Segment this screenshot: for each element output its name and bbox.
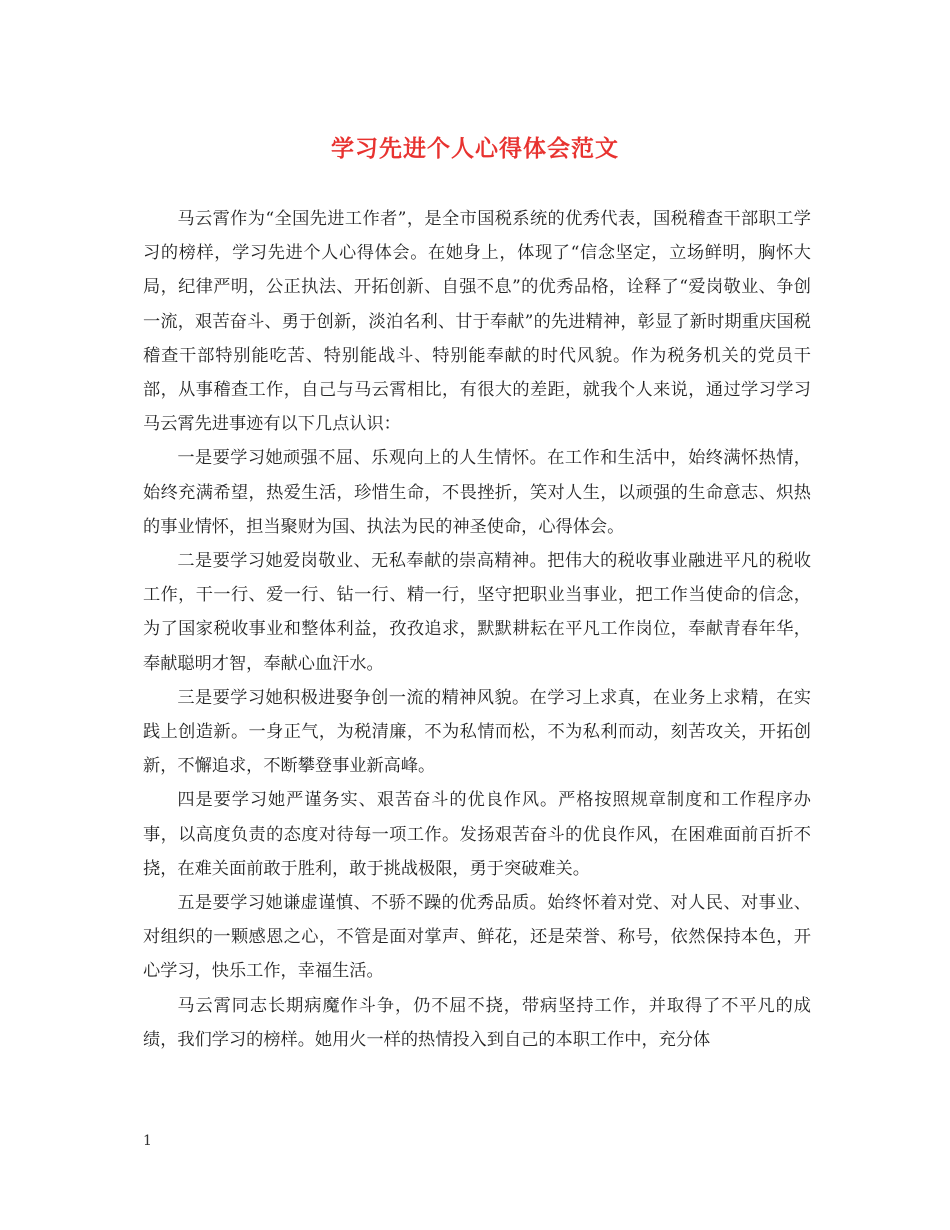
- paragraph-point-4: 四是要学习她严谨务实、艰苦奋斗的优良作风。严格按照规章制度和工作程序办事，以高度负责的态度对待每一项工作。发扬艰苦奋斗的优良作风，在困难面前百折不挠，在难关面前敢于胜利，敢于挑战极限，勇于突破难关。: [143, 790, 811, 879]
- document-body: [143, 202, 811, 1057]
- paragraph-intro: 马云霄作为“全国先进工作者”，是全市国税系统的优秀代表，国税稽查干部职工学习的榜样，学习先进个人心得体会。在她身上，体现了“信念坚定，立场鲜明，胸怀大局，纪律严明，公正执法、开拓创新、自强不息”的优秀品格，诠释了“爱岗敬业、争创一流，艰苦奋斗、勇于创新，淡泊名利、甘于奉献”的先进精神，彰显了新时期重庆国税稽查干部特别能吃苦、特别能战斗、特别能奉献的时代风貌。作为税务机关的党员干部，从事稽查工作，自己与马云霄相比，有很大的差距，就我个人来说，通过学习学习马云霄先进事迹有以下几点认识：: [143, 209, 811, 435]
- paragraph-point-3: 三是要学习她积极进娶争创一流的精神风貌。在学习上求真，在业务上求精，在实践上创造新。一身正气，为税清廉，不为私情而松，不为私利而动，刻苦攻关，开拓创新，不懈追求，不断攀登事业新高峰。: [143, 687, 811, 777]
- page-number: 1: [143, 1133, 152, 1149]
- paragraph-point-1: 一是要学习她顽强不屈、乐观向上的人生情怀。在工作和生活中，始终满怀热情，始终充满希望，热爱生活，珍惜生命，不畏挫折，笑对人生，以顽强的生命意志、炽热的事业情怀，担当聚财为国、执法为民的神圣使命，心得体会。: [143, 448, 811, 537]
- paragraph-point-2: 二是要学习她爱岗敬业、无私奉献的崇高精神。把伟大的税收事业融进平凡的税收工作，干一行、爱一行、钻一行、精一行，坚守把职业当事业，把工作当使命的信念，为了国家税收事业和整体利益，孜孜追求，默默耕耘在平凡工作岗位，奉献青春年华，奉献聪明才智，奉献心血汗水。: [143, 551, 811, 674]
- document-title: 学习先进个人心得体会范文: [331, 135, 619, 162]
- paragraph-point-5: 五是要学习她谦虚谨慎、不骄不躁的优秀品质。始终怀着对党、对人民、对事业、对组织的一颗感恩之心，不管是面对掌声、鲜花，还是荣誉、称号，依然保持本色，开心学习，快乐工作，幸福生活。: [143, 893, 811, 982]
- paragraph-conclusion: 马云霄同志长期病魔作斗争，仍不屈不挠，带病坚持工作，并取得了不平凡的成绩，我们学习的榜样。她用火一样的热情投入到自己的本职工作中，充分体: [143, 995, 811, 1050]
